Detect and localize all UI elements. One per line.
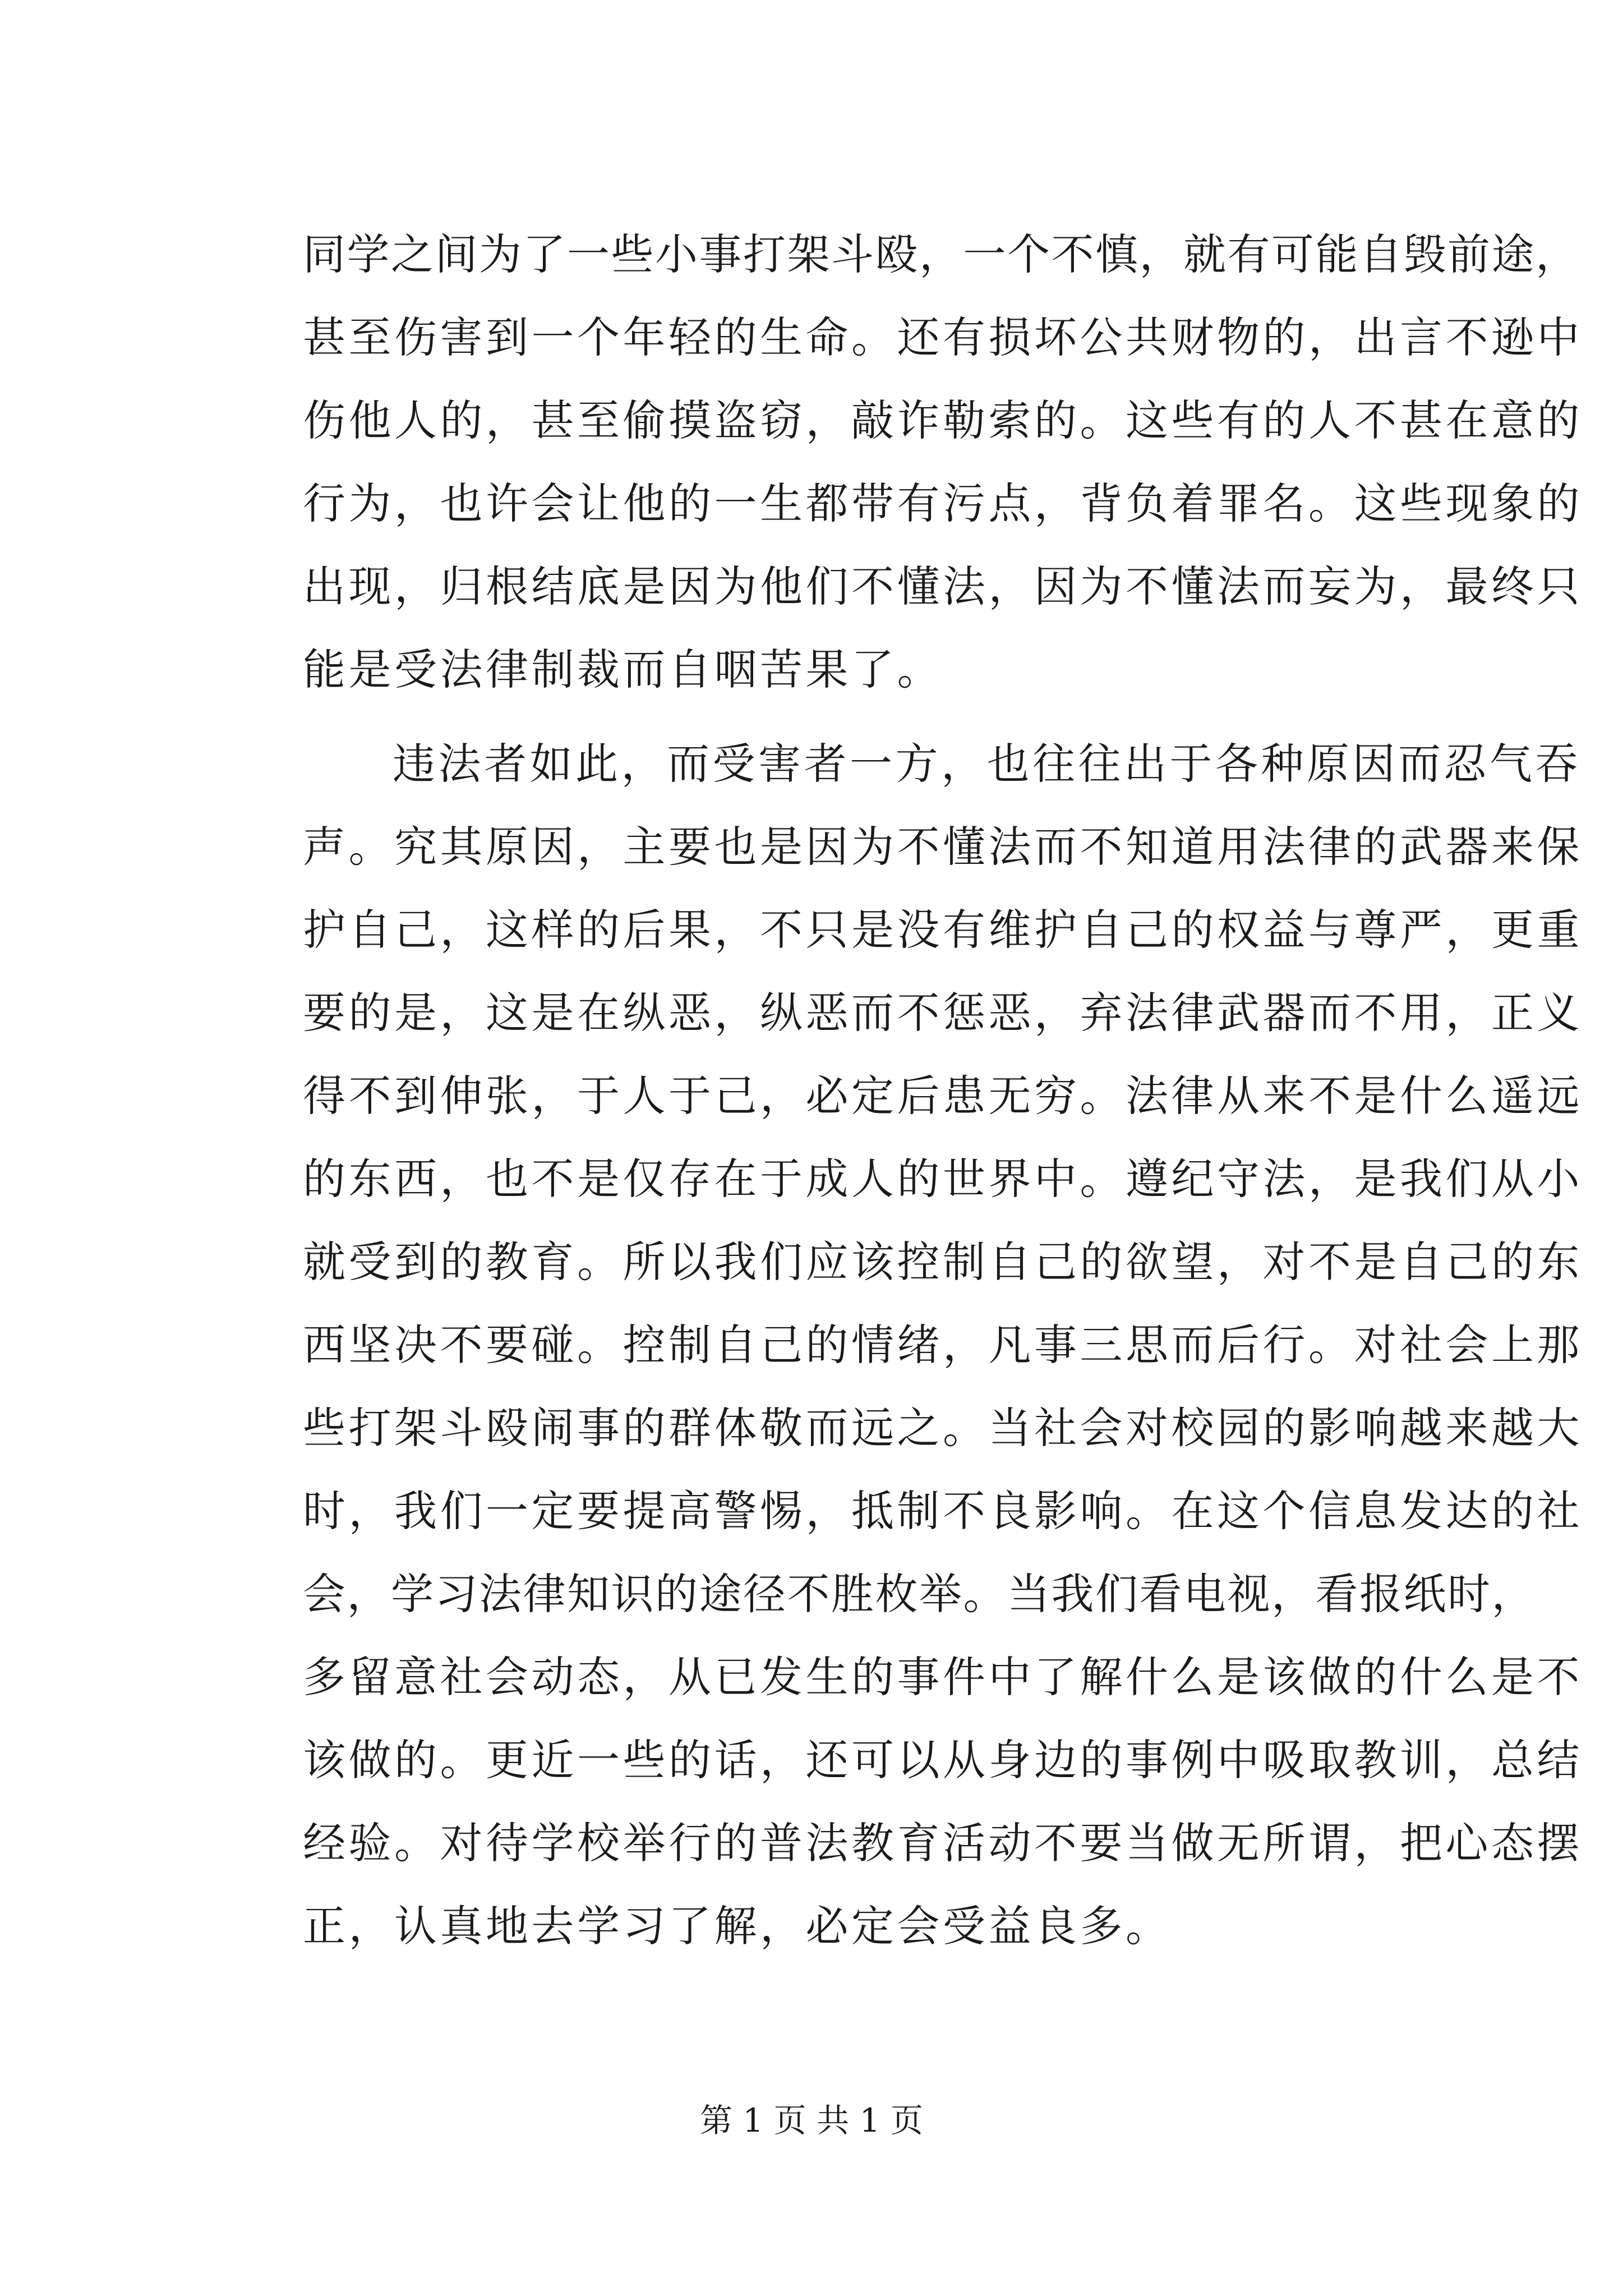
text-line: 护自己，这样的后果，不只是没有维护自己的权益与尊严，更重 [303,905,1583,955]
text-line: 行为，也许会让他的一生都带有污点，背负着罪名。这些现象的 [303,478,1583,528]
text-line: 声。究其原因，主要也是因为不懂法而不知道用法律的武器来保 [303,822,1583,872]
body-text [303,213,1583,1968]
text-line: 西坚决不要碰。控制自己的情绪，凡事三思而后行。对社会上那 [303,1320,1583,1370]
text-line: 伤他人的，甚至偷摸盗窃，敲诈勒索的。这些有的人不甚在意的 [303,395,1583,445]
paragraph-2 [303,723,1583,1968]
text-line: 要的是，这是在纵恶，纵恶而不惩恶，弃法律武器而不用，正义 [303,988,1583,1038]
text-line: 该做的。更近一些的话，还可以从身边的事例中吸取教训，总结 [303,1735,1583,1785]
text-line: 经验。对待学校举行的普法教育活动不要当做无所谓，把心态摆 [303,1818,1583,1868]
text-line: 能是受法律制裁而自咽苦果了。 [303,645,943,694]
text-line: 时，我们一定要提高警惕，抵制不良影响。在这个信息发达的社 [303,1486,1583,1536]
text-line: 些打架斗殴闹事的群体敬而远之。当社会对校园的影响越来越大 [303,1403,1583,1453]
text-line: 违法者如此，而受害者一方，也往往出于各种原因而忍气吞 [393,739,1581,789]
text-line: 正，认真地去学习了解，必定会受益良多。 [303,1901,1172,1951]
text-line: 同学之间为了一些小事打架斗殴，一个不慎，就有可能自毁前途， [303,229,1580,279]
text-line: 会，学习法律知识的途径不胜枚举。当我们看电视，看报纸时， [303,1569,1536,1619]
page-footer [0,2098,1623,2143]
text-line: 出现，归根结底是因为他们不懂法，因为不懂法而妄为，最终只 [303,562,1583,611]
page-number-label: 第 1 页 共 1 页 [700,2101,923,2139]
text-line: 就受到的教育。所以我们应该控制自己的欲望，对不是自己的东 [303,1237,1583,1287]
text-line: 甚至伤害到一个年轻的生命。还有损坏公共财物的，出言不逊中 [303,312,1583,362]
paragraph-1 [303,213,1583,711]
text-line: 多留意社会动态，从已发生的事件中了解什么是该做的什么是不 [303,1652,1583,1702]
text-line: 得不到伸张，于人于己，必定后患无穷。法律从来不是什么遥远 [303,1071,1583,1121]
text-line: 的东西，也不是仅存在于成人的世界中。遵纪守法，是我们从小 [303,1154,1583,1204]
